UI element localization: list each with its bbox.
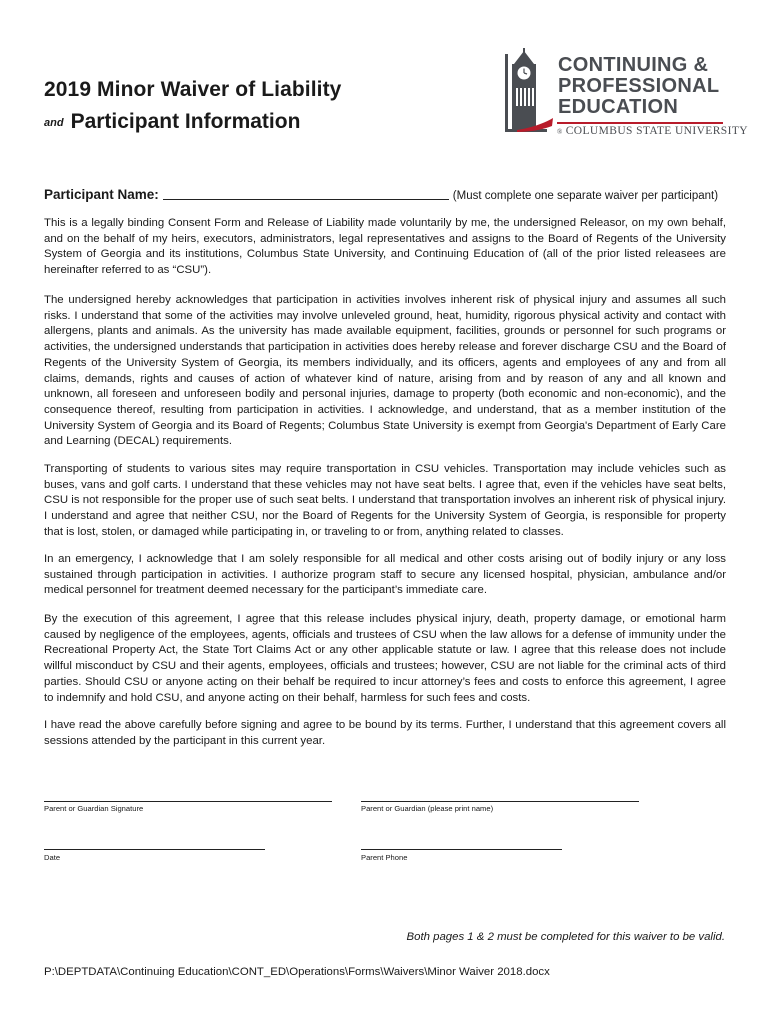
date-line[interactable] xyxy=(44,849,265,850)
guardian-print-name-label: Parent or Guardian (please print name) xyxy=(361,804,494,813)
logo-line-1: CONTINUING & xyxy=(558,54,709,76)
title-connector: and xyxy=(44,117,64,129)
guardian-print-name-line[interactable] xyxy=(361,801,639,802)
document-subtitle xyxy=(44,110,300,134)
release-paragraph: By the execution of this agreement, I agree that this release includes physical injury, death, property damage, or emotional harm caused by negligence of the employees, agents, officials and trustees of CSU when the law allows for a defense of immunity under the Recreational Property Act, the State Tort Claims Act or any other applicable statute or law. I agree that this release does not include willful misconduct by CSU and their agents, employees, officials and trustees; however, CSU are not liable for the criminal acts of third parties. Should CSU or anyone acting on their behalf be required to incur attorney’s fees and costs to enforce this agreement, I agree to indemnify and hold CSU, and anyone acting on their behalf, harmless for such fees and costs. xyxy=(44,613,726,704)
emergency-paragraph: In an emergency, I acknowledge that I am solely responsible for all medical and other costs arising out of bodily injury or any loss sustained through participation in activities. I authorize program staff to secure any licensed hospital, physician, ambulance and/or medical personnel for treatment deemed necessary for the participant’s immediate care. xyxy=(44,553,726,597)
parent-phone-label: Parent Phone xyxy=(361,853,408,862)
logo-wordmark xyxy=(558,55,719,118)
consent-paragraph: This is a legally binding Consent Form and Release of Liability made voluntarily by me, the undersigned Releasor, on my own behalf, and on the behalf of my heirs, executors, administrators, legal representatives and assigns to the Board of Regents of the University System of Georgia and its institutions, Columbus State University, and Continuing Education of (all of the prior listed releasees are hereinafter referred to as “CSU”). xyxy=(44,217,726,277)
participant-name-label: Participant Name: xyxy=(44,187,159,202)
acknowledgment-paragraph: I have read the above carefully before signing and agree to be bound by its terms. Further, I understand that this agreement covers all sessions attended by the participant in this current year. xyxy=(44,719,726,747)
guardian-signature-line[interactable] xyxy=(44,801,332,802)
transportation-paragraph: Transporting of students to various sites may require transportation in CSU vehicles. Transportation may include vehicles such as buses, vans and golf carts. I understand that these vehicles may not have seat belts. I agree that, even if the vehicles have seat belts, CSU is not responsible for the proper use of such seat belts. I understand that transportation involves an inherent risk of physical injury. I understand and agree that neither CSU, nor the Board of Regents for the University System of Georgia, is responsible for property that is lost, stolen, or damaged while participating in, or traveling to or from, anything related to classes. xyxy=(44,463,726,538)
participant-name-note: (Must complete one separate waiver per participant) xyxy=(452,190,719,202)
logo-line-2: PROFESSIONAL xyxy=(558,75,720,97)
logo-divider xyxy=(557,122,723,124)
logo-line-3: EDUCATION xyxy=(558,96,679,118)
logo-university xyxy=(557,125,748,137)
participant-name-row xyxy=(44,187,718,202)
participant-name-field[interactable] xyxy=(163,187,449,200)
risk-paragraph: The undersigned hereby acknowledges that participation in activities involves inherent risk of physical injury and assumes all such risks. I understand that some of the activities may involve unleveled ground, heat, humidity, rigorous physical activity and contact with allergens, plants and animals. As the university has made available equipment, facilities, grounds or personnel for such programs or activities, the undersigned understands that participation in activities does hereby release and forever discharge CSU and the Board of Regents of the University System of Georgia, its members individually, and its officers, agents and employees of any and from all claims, demands, rights and causes of action of whatever kind of nature, arising from and by reason of any and all known and unknown, all foreseen and unforeseen bodily and personal injuries, damage to property (both economic and non-economic), and the consequence thereof, resulting from participation in activities. I acknowledge, and understand, that as a member institution of the University System of Georgia and its Board of Regents; Columbus State University is exempt from Georgia's Department of Early Care and Learning (DECAL) requirements. xyxy=(44,294,726,448)
registered-mark: ® xyxy=(557,128,563,136)
subtitle-text: Participant Information xyxy=(70,110,301,133)
parent-phone-line[interactable] xyxy=(361,849,562,850)
file-path: P:\DEPTDATA\Continuing Education\CONT_ED\Operations\Forms\Waivers\Minor Waiver 2018.docx xyxy=(44,966,550,978)
university-name: COLUMBUS STATE UNIVERSITY xyxy=(565,125,748,137)
date-label: Date xyxy=(44,853,61,862)
document-title: 2019 Minor Waiver of Liability xyxy=(44,78,342,101)
guardian-signature-label: Parent or Guardian Signature xyxy=(44,804,144,813)
validity-note: Both pages 1 & 2 must be completed for this waiver to be valid. xyxy=(406,931,725,943)
